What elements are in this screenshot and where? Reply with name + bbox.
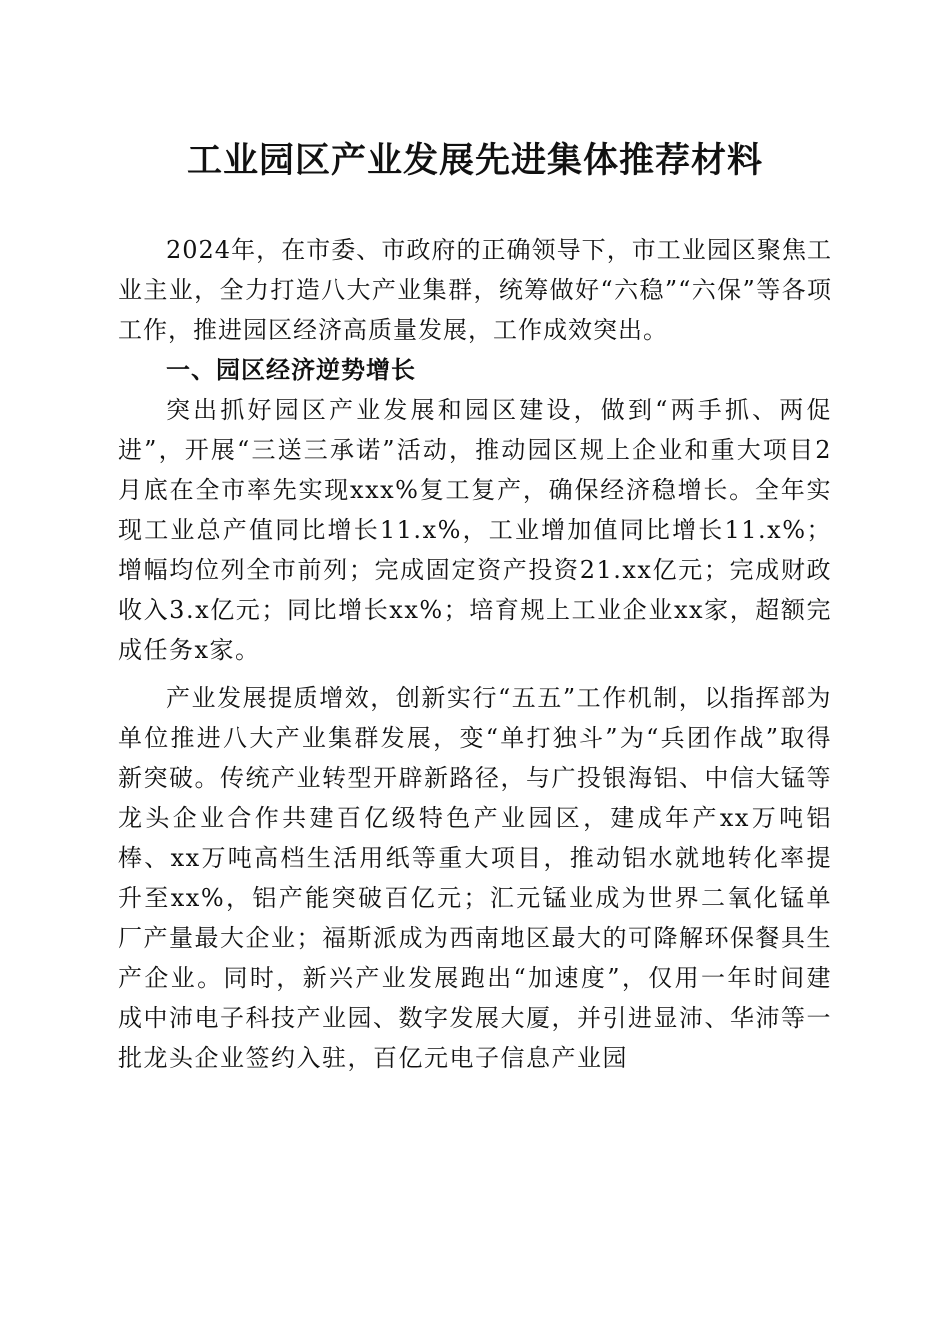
document-title: 工业园区产业发展先进集体推荐材料	[186, 141, 763, 181]
section-1-paragraph-2: 产业发展提质增效，创新实行“五五”工作机制，以指挥部为单位推进八大产业集群发展，变“单打独斗”为“兵团作战”取得新突破。传统产业转型开辟新路径，与广投银海铝、中信大锰等龙头企业合作共建百亿级特色产业园区，建成年产xx万吨铝棒、xx万吨高档生活用纸等重大项目，推动铝水就地转化率提升至xx%，铝产能突破百亿元；汇元锰业成为世界二氧化锰单厂产量最大企业；福斯派成为西南地区最大的可降解环保餐具生产企业。同时，新兴产业发展跑出“加速度”，仅用一年时间建成中沛电子科技产业园、数字发展大厦，并引进显沛、华沛等一批龙头企业签约入驻，百亿元电子信息产业园	[118, 684, 832, 1072]
section-heading-1: 一、园区经济逆势增长	[166, 356, 416, 384]
section-1-paragraph-1: 突出抓好园区产业发展和园区建设，做到“两手抓、两促进”，开展“三送三承诺”活动，推动园区规上企业和重大项目2月底在全市率先实现xxx%复工复产，确保经济稳增长。全年实现工业总产值同比增长11.x%，工业增加值同比增长11.x%；增幅均位列全市前列；完成固定资产投资21.xx亿元；完成财政收入3.x亿元；同比增长xx%；培育规上工业企业xx家，超额完成任务x家。	[118, 396, 832, 664]
document-body	[118, 230, 832, 1078]
intro-paragraph: 2024年，在市委、市政府的正确领导下，市工业园区聚焦工业主业，全力打造八大产业集群，统筹做好“六稳”“六保”等各项工作，推进园区经济高质量发展，工作成效突出。	[118, 236, 832, 344]
